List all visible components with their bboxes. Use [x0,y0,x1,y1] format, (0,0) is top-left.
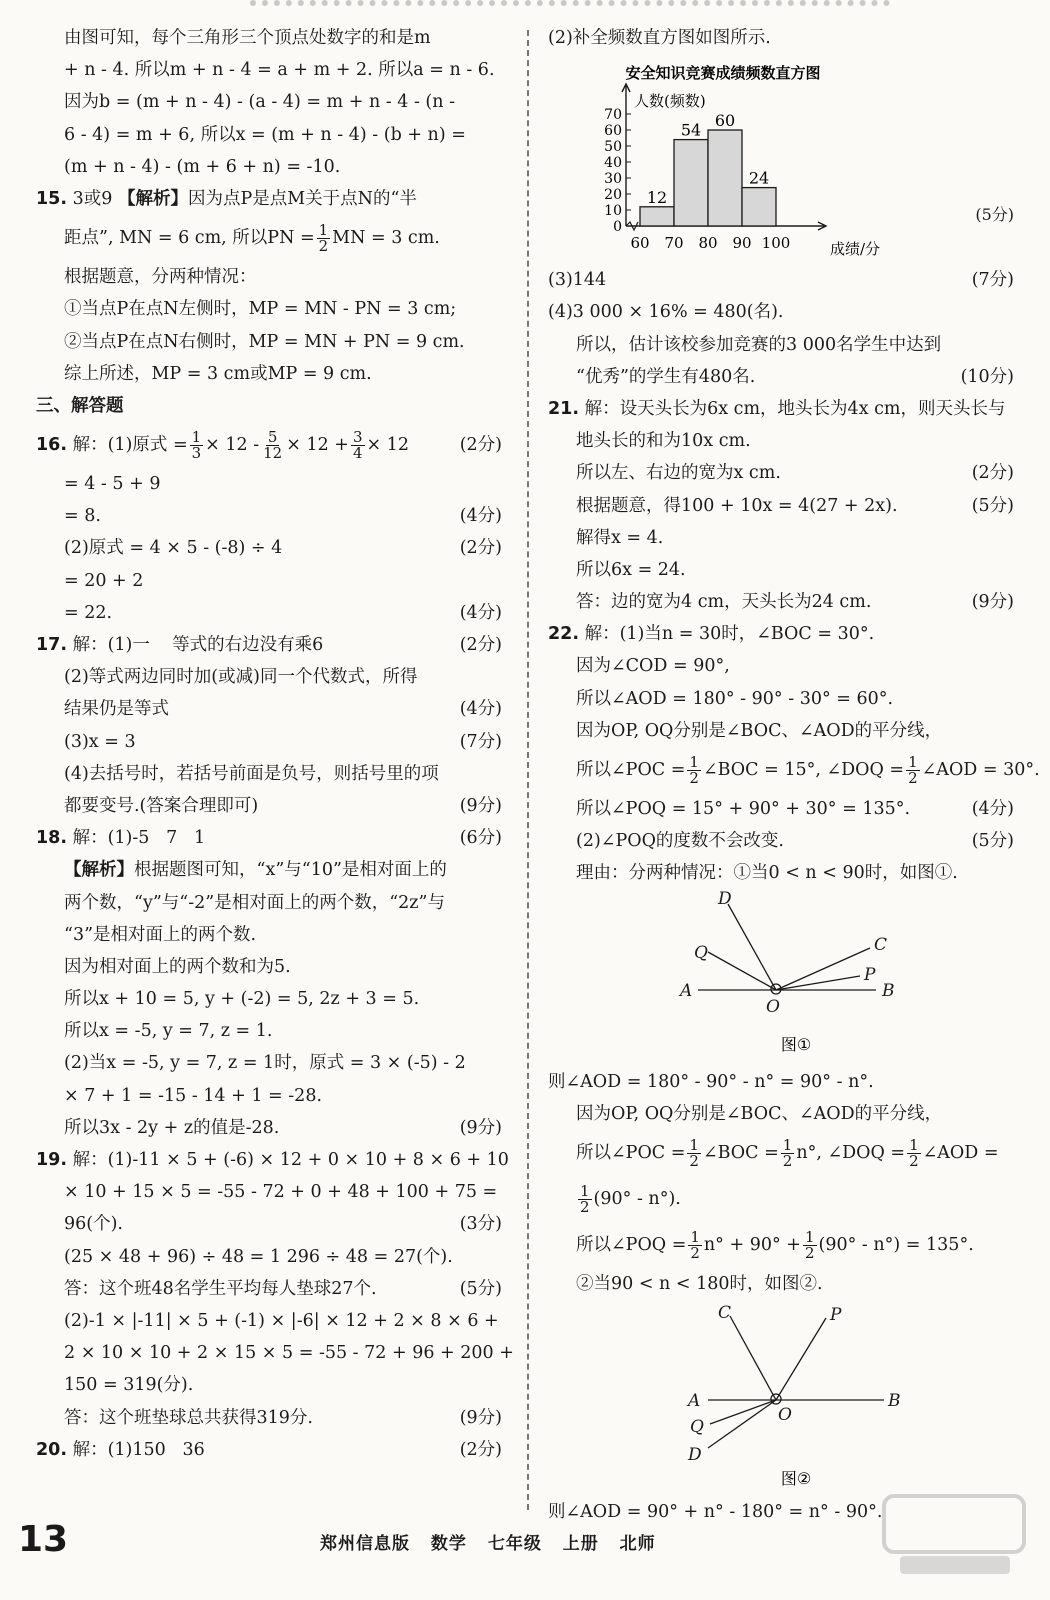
point-label-A: A [680,980,693,1001]
question-number: 17. [36,635,68,655]
text: ∠BOC = 15°, ∠DOQ = [702,760,905,780]
fraction-numerator: 1 [689,1135,699,1154]
y-tick-label: 40 [604,155,622,172]
fraction-denominator: 3 [191,444,202,463]
text: 所以∠POC = [576,1142,686,1163]
text-line: 所以∠AOD = 180° - 90° - 30° = 60°. [576,688,894,709]
left-column [36,22,514,1466]
text-line [548,747,1040,793]
score-points: (9分) [971,592,1014,613]
fraction [687,755,701,786]
question-18-line [36,822,506,854]
text: 距点”, MN = 6 cm, 所以PN = [64,228,315,249]
text-line: (2)当x = -5, y = 7, z = 1时，原式 = 3 × (-5) - 2 [64,1053,466,1074]
chart-title: 安全知识竞赛成绩频数直方图 [625,64,821,83]
ray-OD [708,1400,776,1448]
fraction [803,1227,817,1262]
y-tick-label: 0 [613,219,622,236]
score-points: (4分) [459,602,502,623]
fraction [261,430,284,461]
point-label-Q: Q [694,942,708,963]
ray-OP [776,976,860,990]
fraction-numerator: 3 [352,428,363,447]
text-line: + n - 4. 所以m + n - 4 = a + m + 2. 所以a = n - 6. [64,60,495,81]
text: 解：(1)-5 7 1 [72,828,206,849]
fraction-numerator: 1 [580,1181,590,1200]
question-number: 21. [548,398,580,419]
text: 结果仍是等式 [64,699,169,720]
text-line [36,532,506,564]
text-line: 两个数，“y”与“-2”是相对面上的两个数，“2z”与 [64,892,445,913]
text-line [36,1112,506,1144]
text: 解：(1)-11 × 5 + (-6) × 12 + 0 × 10 + 8 × 6 + 10 [72,1150,509,1170]
text: 答：这个班垫球总共获得319分. [64,1407,313,1428]
section-heading: 三、解答题 [36,395,124,416]
text: × 12 [366,435,410,456]
text: 所以∠POC = [576,760,686,780]
figure-caption: 图① [780,1034,812,1054]
y-axis-label: 人数(频数) [634,92,706,111]
fraction-denominator: 2 [908,769,918,787]
analysis-tag: 【解析】 [64,860,134,881]
text-line [36,693,506,725]
text-line: 所以6x = 24. [576,559,686,580]
fraction-denominator: 2 [804,1243,815,1262]
text: 所以∠POQ = 15° + 90° + 30° = 135°. [576,799,911,819]
ray-OQ [710,1400,776,1424]
score-points: (9分) [459,1117,502,1138]
question-16-line [36,422,506,468]
text-line: 由图可知，每个三角形三个顶点处数字的和是m [64,28,431,48]
text-line: 则∠AOD = 90° + n° - 180° = n° - 90°. [548,1502,883,1523]
text: 解：(1)当n = 30时，∠BOC = 30°. [584,624,875,645]
text-line [548,264,1018,296]
text: 解：(1)150 36 [72,1439,205,1460]
score-points: (2分) [971,463,1014,484]
histogram-bar [742,188,776,226]
text-line: 6 - 4) = m + 6, 所以x = (m + n - 4) - (b + n) = [64,124,466,145]
text: 都要变号.(答案合理即可) [64,795,259,816]
ray-OC [730,1316,776,1400]
figure-caption: 图② [780,1469,812,1489]
score-points: (6分) [459,828,502,849]
text-line: 综上所述，MP = 3 cm或MP = 9 cm. [64,363,372,384]
point-label-Q: Q [690,1417,704,1438]
y-tick-label: 10 [604,203,622,220]
text-line: ②当点P在点N右侧时，MP = MN + PN = 9 cm. [64,331,465,352]
y-tick-label: 70 [604,107,622,124]
text-line: 所以x = -5, y = 7, z = 1. [64,1021,273,1042]
text-line: 因为∠COD = 90°, [576,656,730,677]
text-line: (25 × 48 + 96) ÷ 48 = 1 296 ÷ 48 = 27(个). [64,1246,453,1267]
fraction-numerator: 1 [804,1227,815,1246]
text: 根据题图可知，“x”与“10”是相对面上的 [134,860,447,881]
fraction [907,1135,921,1170]
text: 答：这个班48名学生平均每人垫球27个. [64,1278,377,1299]
text: 解：设天头长为6x cm，地头长为4x cm，则天头长与 [584,398,1006,419]
text: 所以∠POQ = [576,1234,687,1255]
x-tick-label: 60 [630,234,650,253]
score-points: (5分) [971,831,1014,852]
text-line: (2)-1 × |-11| × 5 + (-1) × |-6| × 12 + 2 × 8 × 6 + [64,1310,499,1331]
question-number: 22. [548,624,580,645]
point-label-C: C [718,1303,732,1324]
question-number: 18. [36,828,68,849]
text-line: 因为OP, OQ分别是∠BOC、∠AOD的平分线， [576,720,943,741]
text-line [36,1402,506,1434]
point-label-B: B [888,1391,901,1412]
point-label-D: D [718,889,732,909]
point-label-P: P [830,1305,842,1326]
fraction [687,1135,701,1170]
bar-data-label: 60 [714,111,736,131]
watermark-logo [880,1490,1030,1580]
fraction [781,1135,795,1170]
text-line: 2 × 10 × 10 + 2 × 15 × 5 = -55 - 72 + 96 + 200 + [64,1343,514,1364]
x-tick-label: 100 [761,234,791,253]
text: 答：边的宽为4 cm，天头长为24 cm. [576,592,872,613]
text-line: (2)补全频数直方图如图所示. [548,28,771,48]
question-20-line [36,1434,506,1466]
bar-data-label: 12 [646,187,668,207]
top-scan-marks [250,0,890,8]
fraction-numerator: 1 [908,753,918,771]
figure-2 [548,1300,1018,1496]
fraction-denominator: 2 [782,1151,793,1170]
text: ∠AOD = [922,1142,999,1163]
point-label-P: P [864,964,876,985]
x-tick-label: 80 [698,234,718,253]
chart-y-ticks [604,107,631,235]
text-line [36,597,506,629]
text-line: 则∠AOD = 180° - 90° - n° = 90° - n°. [548,1071,874,1092]
fraction-denominator: 2 [580,1197,590,1216]
question-number: 19. [36,1150,68,1170]
score-points: (7分) [459,731,502,752]
text-line [548,490,1018,522]
y-tick-label: 60 [604,123,622,140]
y-tick-label: 20 [604,187,622,204]
fraction [906,755,920,786]
text-line: 解得x = 4. [576,527,664,548]
fraction-denominator: 4 [352,444,363,463]
text: (90° - n°). [593,1188,681,1209]
question-number: 20. [36,1439,68,1460]
ray-OP [776,1318,826,1400]
fraction [351,430,365,461]
score-points: (9分) [459,1407,502,1428]
text-line: = 20 + 2 [64,570,144,591]
text-line [36,1273,506,1305]
text-line [36,854,506,886]
question-15-line [36,183,506,215]
text: ∠BOC = [702,1142,779,1163]
histogram-bar [708,130,742,226]
text-line: (m + n - 4) - (m + 6 + n) = -10. [64,156,341,177]
score-points: (5分) [975,205,1014,225]
y-tick-label: 30 [604,171,622,188]
text-line: 所以，估计该校参加竞赛的3 000名学生中达到 [576,334,942,355]
question-17-line [36,629,506,661]
fraction-denominator: 12 [263,444,283,463]
point-label-O: O [778,1405,792,1426]
point-label-C: C [874,934,888,955]
text: ∠AOD = 30°. [921,760,1040,780]
fraction [578,1181,592,1216]
question-19-line [36,1144,509,1176]
fraction-numerator: 5 [267,428,278,447]
text: n°, ∠DOQ = [796,1142,906,1163]
text: × 12 + [286,435,349,456]
score-points: (4分) [971,799,1014,819]
ray-OC [776,948,870,990]
fraction-numerator: 1 [782,1135,793,1154]
text: 所以3x - 2y + z的值是-28. [64,1117,280,1138]
histogram-bar [674,140,708,226]
fraction-numerator: 1 [689,753,699,771]
text: MN = 3 cm. [332,228,440,249]
column-divider [527,30,529,1510]
text: 96(个). [64,1214,123,1235]
text-line [548,1222,1018,1268]
fraction-denominator: 2 [689,1151,699,1170]
text: 解：(1)一 等式的右边没有乘6 [72,635,324,655]
text-line: × 7 + 1 = -15 - 14 + 1 = -28. [64,1085,323,1106]
text-line [36,1208,506,1240]
text: 因为点P是点M关于点N的“半 [187,188,417,209]
fraction-numerator: 1 [318,221,329,240]
page-number: 13 [18,1519,69,1560]
text-line [36,215,506,261]
score-points: (5分) [971,495,1014,516]
question-number: 15. [36,188,68,209]
chart-x-ticks [630,234,790,252]
score-points: (3分) [459,1214,502,1235]
text-line: = 4 - 5 + 9 [64,474,161,495]
text: (3)144 [548,270,607,291]
question-21-line [548,393,1018,425]
fraction [317,223,331,254]
text-line: (2)等式两边同时加(或减)同一个代数式，所得 [64,667,418,688]
text-line: 地头长的和为10x cm. [576,431,751,452]
question-22-line [548,618,1018,650]
fraction-numerator: 1 [191,428,202,447]
bar-data-label: 24 [748,168,770,188]
fraction-denominator: 2 [689,769,699,787]
text-line: × 10 + 15 × 5 = -55 - 72 + 0 + 48 + 100 + 75 = [64,1182,498,1203]
text-line: 所以x + 10 = 5, y + (-2) = 5, 2z + 3 = 5. [64,989,420,1010]
answer-text: 3或9 [72,188,113,209]
text: 解：(1)原式 = [72,435,188,456]
text: × 12 - [205,435,260,456]
text-line: (4)3 000 × 16% = 480(名). [548,302,784,323]
text-line [548,361,1018,393]
score-points: (9分) [459,795,502,816]
score-points: (2分) [459,435,502,456]
fraction-numerator: 1 [909,1135,919,1154]
chart-bars [640,111,776,226]
bar-data-label: 54 [680,120,702,140]
fraction-numerator: 1 [690,1227,700,1246]
fraction-denominator: 2 [690,1243,700,1262]
score-points: (2分) [459,538,502,559]
figure-1-svg [548,890,1018,1066]
question-number: 16. [36,435,68,456]
text-line: “3”是相对面上的两个数. [64,924,257,945]
text-line: (4)去括号时，若括号前面是负号，则括号里的项 [64,763,439,784]
text-line: 因为相对面上的两个数和为5. [64,956,291,977]
score-points: (2分) [459,1439,502,1460]
score-points: (10分) [960,366,1014,387]
text: n° + 90° + [703,1234,801,1255]
fraction-denominator: 2 [909,1151,919,1170]
text: (90° - n°) = 135°. [818,1234,974,1255]
text-line: 150 = 319(分). [64,1375,194,1396]
x-tick-label: 90 [732,234,752,253]
x-tick-label: 70 [664,234,684,253]
right-column [548,22,1040,1528]
text: 所以左、右边的宽为x cm. [576,463,781,484]
text: (2)∠POQ的度数不会改变. [576,831,784,852]
text-line [548,1130,1018,1176]
text-line [548,457,1018,489]
point-label-A: A [688,1391,701,1412]
text-line: 因为b = (m + n - 4) - (a - 4) = m + n - 4 - (n - [64,92,455,113]
fraction-denominator: 2 [318,237,329,256]
text-line: ①当点P在点N左侧时，MP = MN - PN = 3 cm; [64,299,457,320]
x-axis-label: 成绩/分 [830,240,881,259]
point-label-O: O [766,996,780,1017]
histogram-chart [548,54,1018,264]
text-line: 根据题意，分两种情况： [64,267,257,288]
score-points: (5分) [459,1278,502,1299]
y-tick-label: 50 [604,139,622,156]
text: “优秀”的学生有480名. [576,366,756,387]
footer-text: 郑州信息版 数学 七年级 上册 北师 [320,1534,656,1554]
text-line [548,586,1018,618]
text-line: 理由：分两种情况：①当0 < n < 90时，如图①. [576,863,958,884]
score-points: (4分) [459,506,502,527]
figure-1 [548,890,1018,1066]
fraction [190,430,204,461]
score-points: (4分) [459,699,502,720]
text-line [548,825,1018,857]
fraction [688,1227,702,1262]
text-line [36,790,506,822]
point-label-D: D [688,1445,702,1466]
text-line: 因为OP, OQ分别是∠BOC、∠AOD的平分线， [576,1103,943,1124]
text: (2)原式 = 4 × 5 - (-8) ÷ 4 [64,538,283,559]
figure-2-svg [548,1300,1018,1496]
text: = 22. [64,602,113,623]
text-line [36,726,506,758]
text-line [548,793,1018,825]
text: (3)x = 3 [64,731,136,752]
text-line [548,1176,1018,1222]
histogram-bar [640,207,674,226]
histogram-svg [548,54,1018,264]
text-line: ②当90 < n < 180时，如图②. [576,1273,823,1294]
text-line [36,500,506,532]
score-points: (7分) [971,270,1014,291]
point-label-B: B [882,980,895,1001]
analysis-tag: 【解析】 [117,188,188,209]
score-points: (2分) [459,635,502,655]
text: = 8. [64,506,101,527]
text: 根据题意，得100 + 10x = 4(27 + 2x). [576,495,898,516]
